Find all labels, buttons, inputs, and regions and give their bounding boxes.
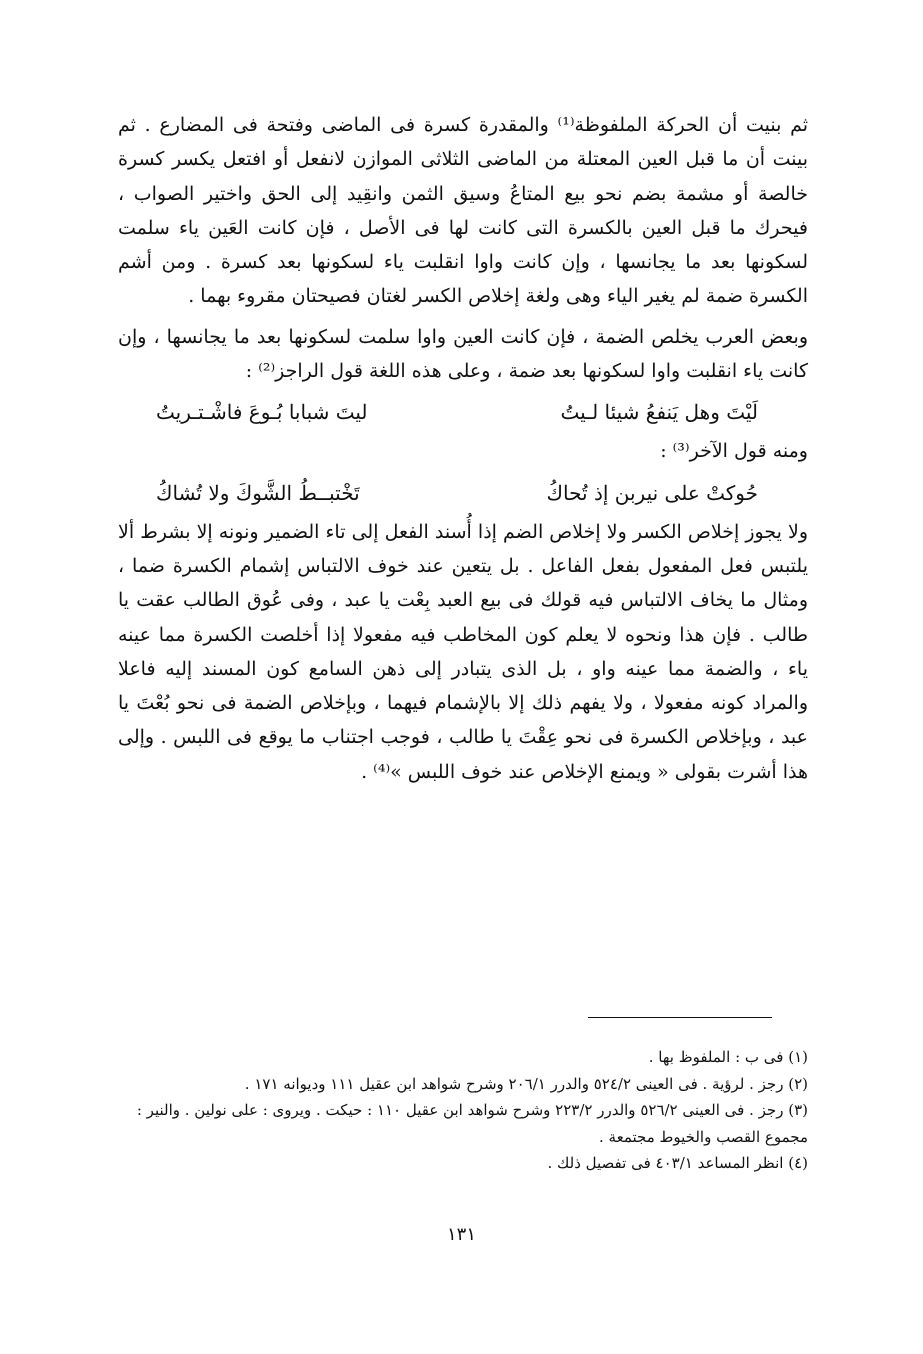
verse-1-second-hemistich: ليتَ شبابا بُـوعَ فاشْـتـريتُ bbox=[156, 400, 368, 425]
verse-1-first-hemistich: لَيْتَ وهل يَنفعُ شيئا لـيتُ bbox=[560, 400, 758, 425]
verse-2-intro: ومنه قول الآخر⁽³⁾ : bbox=[660, 440, 808, 463]
footnote-separator bbox=[588, 1017, 772, 1018]
paragraph-3: ولا يجوز إخلاص الكسر ولا إخلاص الضم إذا أُسند الفعل إلى تاء الضمير ونونه إلا بشرط ألا يلتبس فعل المفعول بفعل الفاعل . بل يتعين عند خوف الالتباس إشمام الكسرة ضما ، ومثال ما يخاف الالتباس فيه قولك فى بيع العبد بِعْت يا عبد ، وفى عُوق الطالب عقت يا طالب . فإن هذا ونحوه لا يعلم كون المخاطب فيه مفعولا إذا أخلصت الكسرة مما عينه ياء ، والضمة مما عينه واو ، بل الذى يتبادر إلى ذهن السامع كون المسند إليه فاعلا والمراد كونه مفعولا ، ولا يفهم ذلك إلا بالإشمام فيهما ، وبإخلاص الضمة فى نحو بُعْتَ يا عبد ، وبإخلاص الكسرة فى نحو عِقْتَ يا طالب ، فوجب اجتناب ما يوقع فى اللبس . وإلى هذا أشرت بقولى « ويمنع الإخلاص عند خوف اللبس »⁽⁴⁾ . bbox=[118, 520, 808, 783]
paragraph-1: ثم بنيت أن الحركة الملفوظة⁽¹⁾ والمقدرة كسرة فى الماضى وفتحة فى المضارع . ثم بينت أن ما قبل العين المعتلة من الماضى الثلاثى الموازن لانفعل أو افتعل يكسر كسرة خالصة أو مشمة بضم نحو بيع المتاعُ وسيق الثمن وانقِيد إلى الحق واختير الصواب ، فيحرك ما قبل العين بالكسرة التى كانت لها فى الأصل ، فإن كانت العَين ياء سلمت لسكونها بعد ما يجانسها ، وإن كانت واوا انقلبت ياء لسكونها بعد كسرة . ومن أشم الكسرة ضمة لم يغير الياء وهى ولغة إخلاص الكسر لغتان فصيحتان مقروء بهما . bbox=[118, 114, 809, 308]
page-number: ١٣١ bbox=[446, 1224, 476, 1245]
paragraph-2: وبعض العرب يخلص الضمة ، فإن كانت العين واوا سلمت لسكونها بعد ما يجانسها ، وإن كانت ياء انقلبت واوا لسكونها بعد ضمة ، وعلى هذه اللغة قول الراجز⁽²⁾ : bbox=[118, 325, 808, 383]
verse-2 bbox=[118, 475, 808, 511]
main-text bbox=[118, 108, 808, 789]
footnote-2: (٢) رجز . لرؤية . فى العينى ٥٢٤/٢ والدرر ٢٠٦/١ وشرح شواهد ابن عقيل ١١١ وديوانه ١٧١ . bbox=[244, 1074, 808, 1093]
verse-1 bbox=[118, 394, 808, 430]
footnotes bbox=[118, 1044, 808, 1177]
footnote-1: (١) فى ب : الملفوظ بها . bbox=[648, 1048, 808, 1066]
footnote-3: (٣) رجز . فى العينى ٥٢٦/٢ والدرر ٢٢٣/٢ وشرح شواهد ابن عقيل ١١٠ : حيكت . ويروى : على نولين . والنير : مجموع القصب والخيوط مجتمعة . bbox=[136, 1101, 808, 1146]
verse-2-second-hemistich: تَخْتبــطُ الشَّوكَ ولا تُشاكُ bbox=[156, 480, 360, 505]
verse-2-first-hemistich: حُوكتْ على نيربن إذ تُحاكُ bbox=[546, 480, 758, 505]
footnote-4: (٤) انظر المساعد ٤٠٣/١ فى تفصيل ذلك . bbox=[547, 1154, 808, 1172]
